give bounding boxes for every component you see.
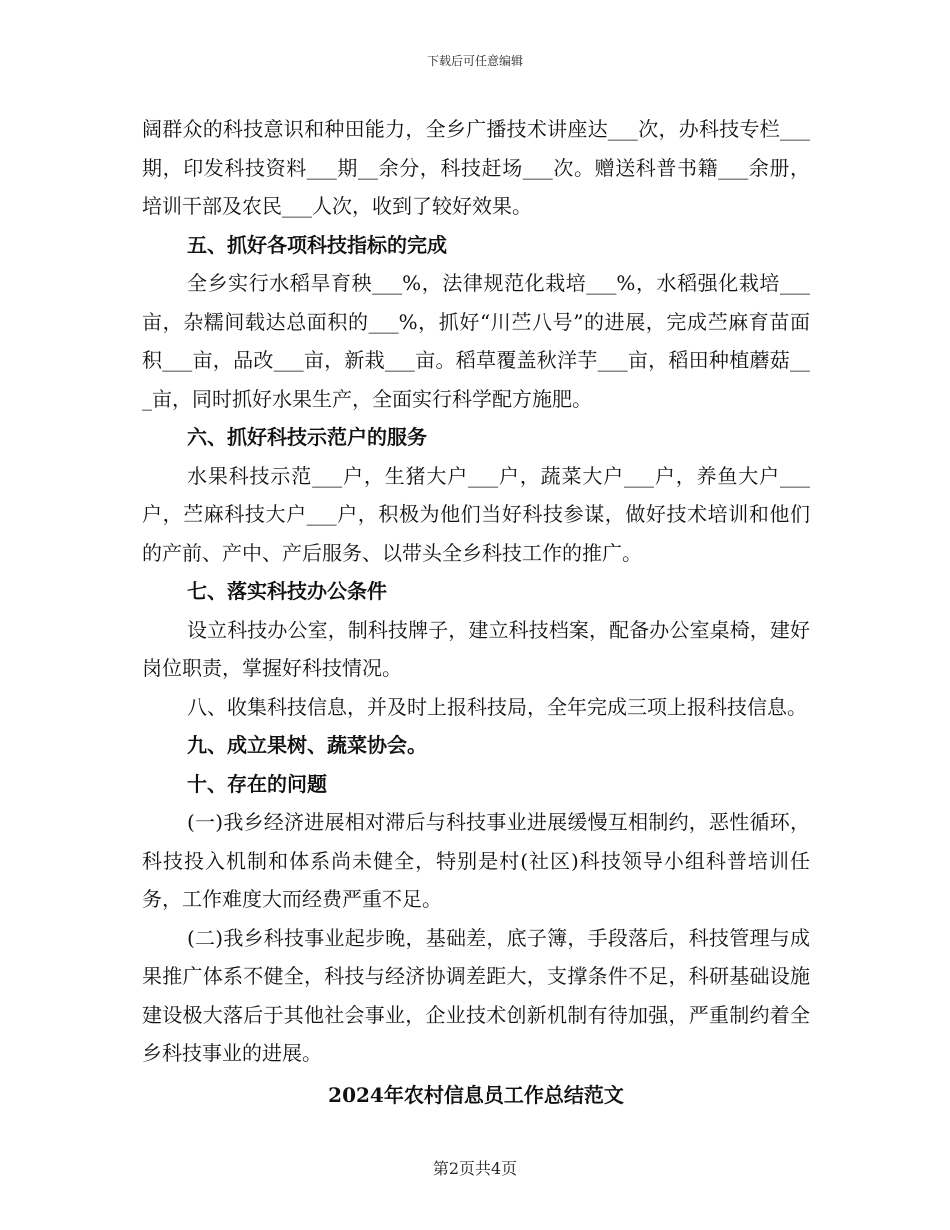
- paragraph-10-2: (二)我乡科技事业起步晚，基础差，底子簿，手段落后，科技管理与成果推广体系不健全，科技与经济协调差距大，支撑条件不足，科研基础设施建设极大落后于其他社会事业，企业技术创新机制有待加强，严重制约着全乡科技事业的进展。: [142, 925, 810, 1065]
- section-heading-7: 七、落实科技办公条件: [187, 579, 387, 603]
- section-heading-10: 十、存在的问题: [187, 771, 327, 796]
- section-heading-9: 九、成立果树、蔬菜协会。: [187, 733, 427, 757]
- paragraph-10-1: (一)我乡经济进展相对滞后与科技事业进展缓慢互相制约，恶性循环，科技投入机制和体系尚未健全，特别是村(社区)科技领导小组科普培训任务，工作难度大而经费严重不足。: [142, 810, 810, 911]
- page-header: 下载后可任意编辑: [426, 54, 523, 68]
- paragraph-6: 水果科技示范___户，生猪大户___户，蔬菜大户___户，养鱼大户___户，苎麻科技大户___户，积极为他们当好科技参谋，做好技术培训和他们的产前、产中、产后服务、以带头全乡科技工作的推广。: [142, 463, 810, 565]
- paragraph-7: 设立科技办公室，制科技牌子，建立科技档案，配备办公室桌椅，建好岗位职责，掌握好科技情况。: [142, 617, 810, 680]
- paragraph-5: 全乡实行水稻旱育秧___%，法律规范化栽培___%，水稻强化栽培___亩，杂糯间载达总面积的___%，抓好“川苎八号”的进展，完成苎麻育苗面积___亩，品改___亩，新栽___亩。稻草覆盖秋洋芋___亩，稻田种植蘑菇___亩，同时抓好水果生产，全面实行科学配方施肥。: [142, 271, 810, 411]
- page-number-footer: 第2页共4页: [432, 1159, 518, 1178]
- section-heading-6: 六、抓好科技示范户的服务: [187, 425, 427, 449]
- next-document-title: 2024年农村信息员工作总结范文: [328, 1082, 624, 1107]
- paragraph-continued: 阔群众的科技意识和种田能力，全乡广播技术讲座达___次，办科技专栏___期，印发科技资料___期__余分，科技赶场___次。赠送科普书籍___余册，培训干部及农民___人次，收到了较好效果。: [142, 117, 810, 218]
- section-heading-5: 五、抓好各项科技指标的完成: [187, 232, 447, 257]
- document-body: [142, 110, 810, 1114]
- paragraph-8: 八、收集科技信息，并及时上报科技局，全年完成三项上报科技信息。: [187, 694, 807, 719]
